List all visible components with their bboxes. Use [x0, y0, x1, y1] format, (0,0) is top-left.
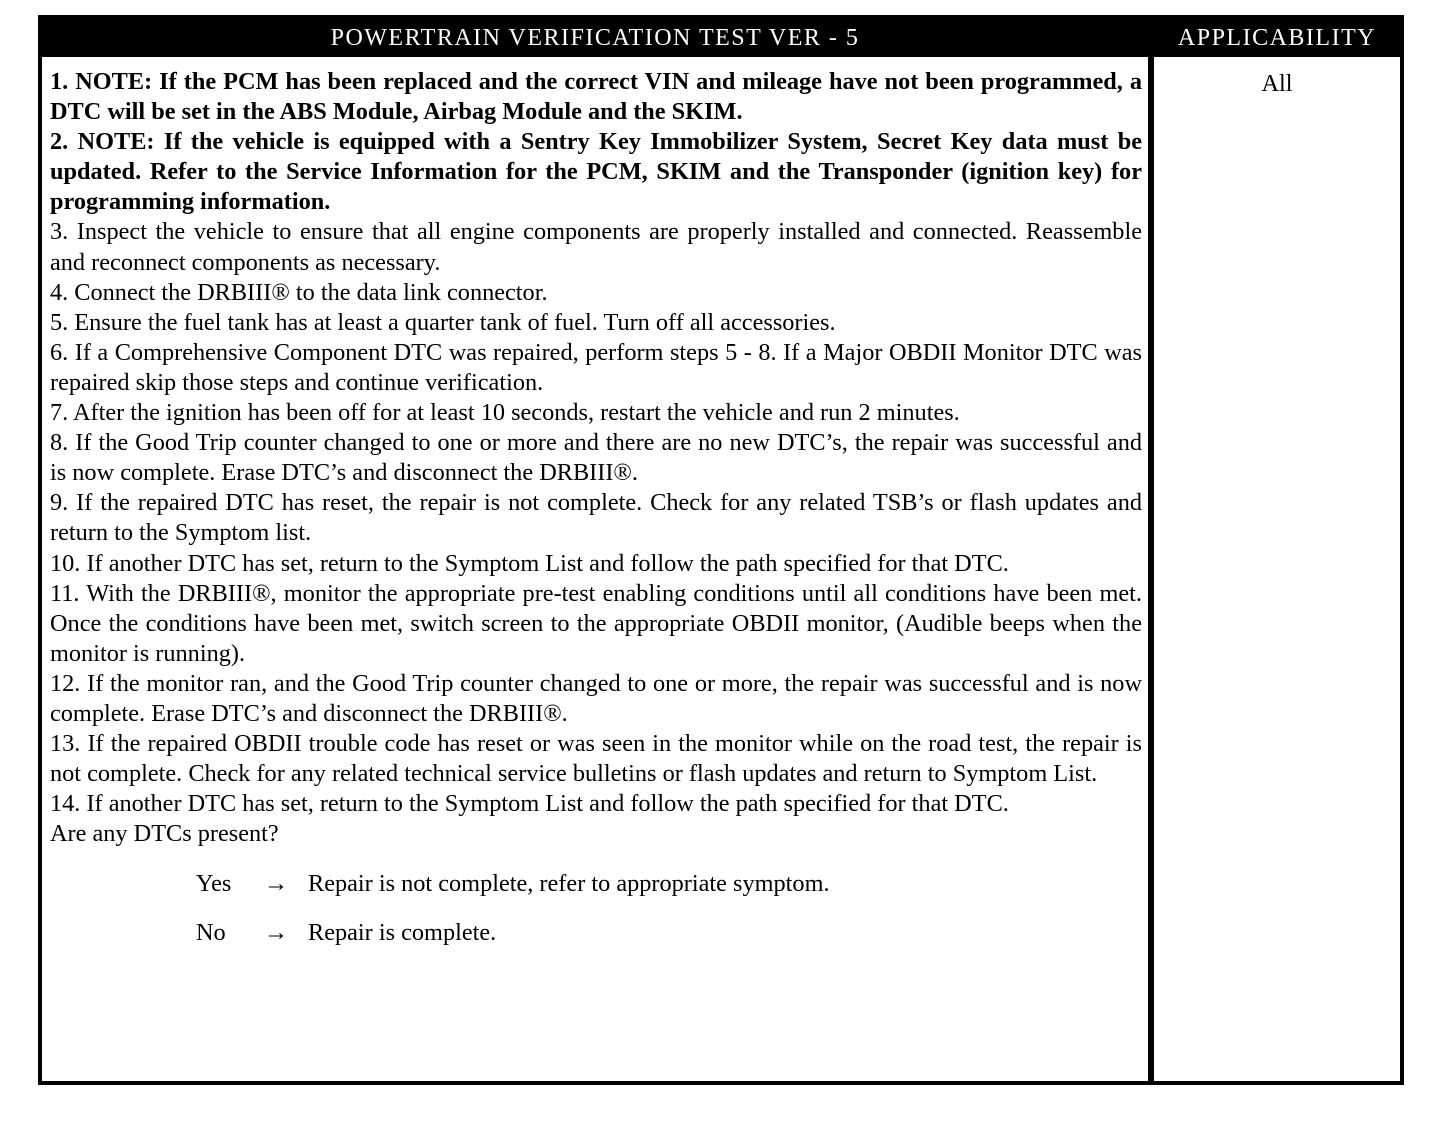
answer-yes — [196, 869, 1142, 899]
step-11: 11. With the DRBIII®, monitor the appropriate pre-test enabling conditions until all conditions have been met. Once the conditions have been met, switch screen to the appropriate OBDII monitor, (Audible beeps when the monitor is running). — [50, 579, 1142, 667]
step-8: 8. If the Good Trip counter changed to one or more and there are no new DTC’s, the repair was successful and is now complete. Erase DTC’s and disconnect the DRBIII®. — [50, 429, 1142, 487]
step-10: 10. If another DTC has set, return to the Symptom List and follow the path specified for that DTC. — [50, 549, 1009, 577]
applicability-value: All — [1261, 70, 1293, 97]
verification-test-table — [38, 15, 1404, 1085]
step-14: 14. If another DTC has set, return to the Symptom List and follow the path specified for that DTC. — [50, 790, 1009, 818]
arrow-right-icon: → — [263, 870, 289, 898]
step-5: 5. Ensure the fuel tank has at least a quarter tank of fuel. Turn off all accessories. — [50, 308, 836, 336]
answer-yes-label: Yes — [196, 870, 232, 898]
procedure-column — [50, 67, 1142, 948]
step-3: 3. Inspect the vehicle to ensure that all engine components are properly installed and connected. Reassemble and reconnect components as necessary. — [50, 218, 1142, 276]
step-12: 12. If the monitor ran, and the Good Trip counter changed to one or more, the repair was successful and is now complete. Erase DTC’s and disconnect the DRBIII®. — [50, 669, 1142, 727]
column-divider — [1148, 19, 1154, 1081]
applicability-header: APPLICABILITY — [1154, 19, 1400, 57]
answer-no-label: No — [196, 919, 226, 947]
answer-no — [196, 918, 1142, 948]
table-title: POWERTRAIN VERIFICATION TEST VER - 5 — [42, 19, 1148, 57]
step-2-note: 2. NOTE: If the vehicle is equipped with a Sentry Key Immobilizer System, Secret Key data must be updated. Refer to the Service Information for the PCM, SKIM and the Transponder (ignition key) for programming information. — [50, 128, 1142, 216]
step-6: 6. If a Comprehensive Component DTC was repaired, perform steps 5 - 8. If a Major OBDII Monitor DTC was repaired skip those steps and continue verification. — [50, 338, 1142, 396]
step-13: 13. If the repaired OBDII trouble code has reset or was seen in the monitor while on the road test, the repair is not complete. Check for any related technical service bulletins or flash updates and return to Symptom List. — [50, 730, 1142, 788]
step-7: 7. After the ignition has been off for at least 10 seconds, restart the vehicle and run 2 minutes. — [50, 399, 960, 427]
step-1-note: 1. NOTE: If the PCM has been replaced and the correct VIN and mileage have not been programmed, a DTC will be set in the ABS Module, Airbag Module and the SKIM. — [50, 68, 1142, 126]
arrow-right-icon: → — [263, 919, 289, 947]
step-4: 4. Connect the DRBIII® to the data link connector. — [50, 278, 548, 306]
question: Are any DTCs present? — [50, 820, 279, 848]
step-9: 9. If the repaired DTC has reset, the repair is not complete. Check for any related TSB’s or flash updates and return to the Symptom list. — [50, 489, 1142, 547]
answer-no-text: Repair is complete. — [308, 919, 497, 947]
answer-yes-text: Repair is not complete, refer to appropriate symptom. — [308, 870, 830, 898]
